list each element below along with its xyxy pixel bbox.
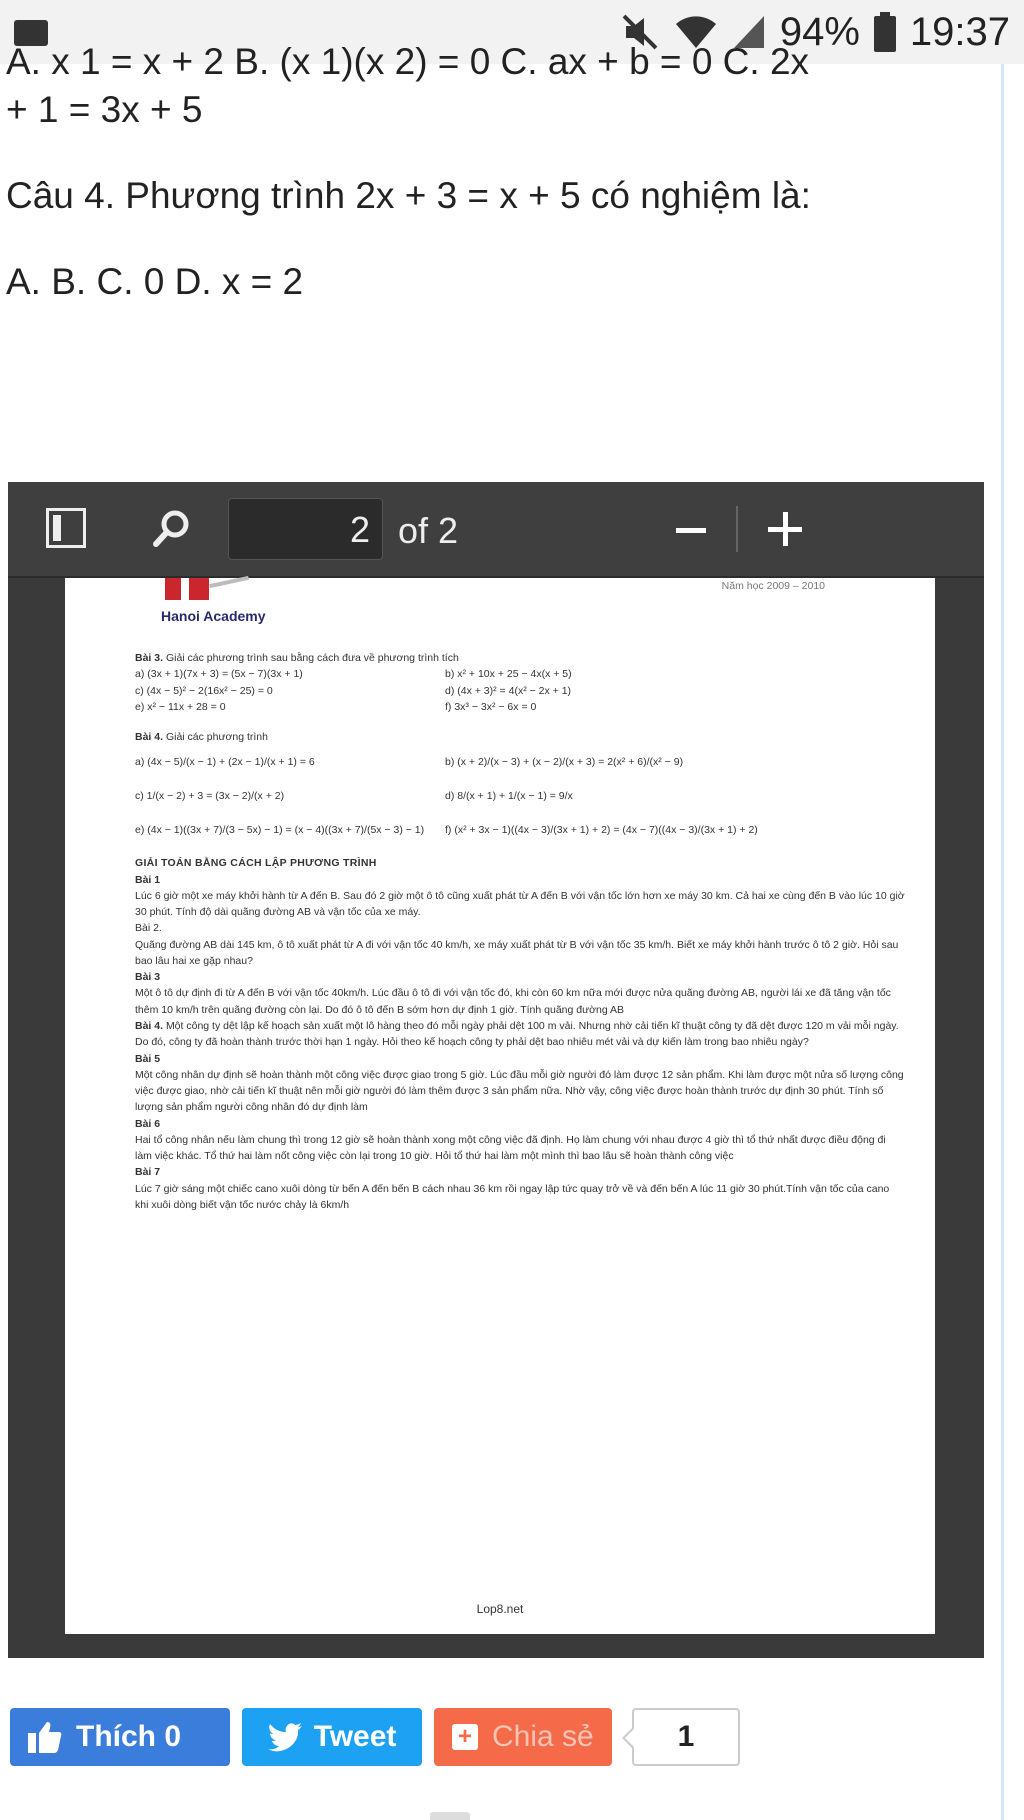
- plus-icon: +: [452, 1724, 478, 1750]
- equation: b) x² + 10x + 25 − 4x(x + 5): [445, 668, 572, 681]
- equation: d) 8/(x + 1) + 1/(x − 1) = 9/x: [445, 790, 573, 803]
- problem-title: Bài 2.: [135, 922, 162, 935]
- problem-title: Bài 4.: [135, 1019, 164, 1032]
- share-bar: [10, 1708, 740, 1766]
- section-title: GIẢI TOÁN BẰNG CÁCH LẬP PHƯƠNG TRÌNH: [135, 857, 377, 870]
- academy-name: Hanoi Academy: [161, 608, 266, 624]
- share-button[interactable]: [434, 1708, 612, 1766]
- twitter-bird-icon: [268, 1723, 302, 1751]
- battery-percent: 94%: [779, 9, 860, 54]
- problem-title: Bài 7: [135, 1166, 161, 1179]
- equation: e) x² − 11x + 28 = 0: [135, 700, 226, 713]
- search-icon[interactable]: [151, 508, 193, 550]
- tweet-label: Tweet: [313, 1720, 397, 1753]
- problem-title: Bài 5: [135, 1052, 161, 1065]
- exercise-text: Giải các phương trình sau bằng cách đưa về phương trình tích: [165, 652, 459, 664]
- like-button[interactable]: [10, 1708, 230, 1766]
- share-label: Chia sẻ: [492, 1720, 594, 1753]
- like-label: Thích 0: [76, 1720, 182, 1753]
- page-footer: Lop8.net: [476, 1602, 524, 1616]
- exercise-text: Giải các phương trình: [165, 731, 268, 744]
- equation: c) 1/(x − 2) + 3 = (3x − 2)/(x + 2): [135, 790, 285, 803]
- equation: f) 3x³ − 3x² − 6x = 0: [445, 700, 537, 713]
- answer-options: A. B. C. 0 D. x = 2: [6, 261, 304, 303]
- problem-text: Lúc 6 giờ một xe máy khởi hành từ A đến B. Sau đó 2 giờ một ô tô cũng xuất phát từ A đến B với vận tốc lớn hơn xe máy 30 km. Cả hai xe cùng đến B vào lúc 10 giờ 30 phút. Tính độ dài quãng đường AB và vận tốc của xe máy.: [135, 889, 905, 919]
- article-cut-line: A. x 1 = x + 2 B. (x 1)(x 2) = 0 C. ax + b = 0 C. 2x: [6, 41, 810, 82]
- problem-title: Bài 3: [135, 971, 161, 984]
- document-content: [135, 650, 905, 1213]
- academy-logo: [165, 578, 181, 600]
- academy-logo-swoosh: [209, 576, 249, 588]
- tweet-button[interactable]: [242, 1708, 422, 1766]
- share-count: 1: [632, 1708, 740, 1766]
- right-edge-line: [1001, 64, 1004, 1820]
- school-year: Năm học 2009 – 2010: [721, 580, 825, 592]
- pdf-page: [65, 578, 935, 1634]
- zoom-out-icon[interactable]: [676, 528, 706, 533]
- problem-text: Một công ty dệt lập kế hoạch sản xuất một lô hàng theo đó mỗi ngày phải dệt 100 m vải. Nhưng nhờ cải tiến kĩ thuật công ty đã dệt được 120 m vải mỗi ngày. Do đó, công ty đã hoàn thành trước thời hạn 1 ngày. Hỏi theo kế hoạch công ty phải dệt bao nhiêu mét vải và dự kiến làm trong bao nhiêu ngày?: [135, 1019, 899, 1049]
- problem-text: Hai tổ công nhân nếu làm chung thì trong 12 giờ sẽ hoàn thành xong một công việc đã định. Họ làm chung với nhau được 4 giờ thì tổ thứ nhất được điều động đi làm việc khác. Tổ thứ hai làm nốt công việc còn lại trong 10 giờ. Hỏi tổ thứ hai làm một mình thì bao lâu sẽ hoàn thành công việc: [135, 1133, 886, 1163]
- clock: 19:37: [909, 9, 1010, 54]
- sidebar-toggle-icon[interactable]: [46, 508, 86, 548]
- problem-title: Bài 1: [135, 873, 161, 886]
- academy-logo-part: [189, 578, 209, 600]
- bottom-handle: [430, 1812, 470, 1820]
- battery-icon: [874, 12, 896, 52]
- pdf-toolbar: [8, 482, 984, 578]
- equation: b) (x + 2)/(x − 3) + (x − 2)/(x + 3) = 2(x² + 6)/(x² − 9): [445, 756, 684, 769]
- equation: a) (3x + 1)(7x + 3) = (5x − 7)(3x + 1): [135, 668, 303, 681]
- equation: a) (4x − 5)/(x − 1) + (2x − 1)/(x + 1) = 6: [135, 756, 315, 769]
- problem-text: Một công nhân dự định sẽ hoàn thành một công việc được giao trong 5 giờ. Lúc đầu mỗi giờ người đó làm được 12 sản phẩm. Khi làm được một nửa số lượng công việc được giao, nhờ cải tiến kĩ thuật nên mỗi giờ người đó làm thêm được 3 sản phẩm nữa. Nhờ vậy, công việc được hoàn thành trước dự định 30 phút. Tính số lượng sản phẩm người công nhân đó dự định làm: [135, 1068, 904, 1114]
- equation: f) (x² + 3x − 1)((4x − 3)/(3x + 1) + 2) = (4x − 7)((4x − 3)/(3x + 1) + 2): [445, 824, 758, 837]
- problem-title: Bài 6: [135, 1117, 161, 1130]
- equation: e) (4x − 1)((3x + 7)/(3 − 5x) − 1) = (x − 4)((3x + 7)/(5x − 3) − 1): [135, 824, 425, 837]
- question-text: Câu 4. Phương trình 2x + 3 = x + 5 có nghiệm là:: [6, 175, 811, 217]
- equation: d) (4x + 3)² = 4(x² − 2x + 1): [445, 684, 572, 697]
- problem-text: Lúc 7 giờ sáng một chiếc cano xuôi dòng từ bến A đến bến B cách nhau 36 km rồi ngay lập tức quay trở về và đến bến A lúc 11 giờ 30 phút.Tính vận tốc của cano khi xuôi dòng biết vận tốc nước chảy là 6km/h: [135, 1182, 890, 1211]
- thumbs-up-icon: [28, 1721, 62, 1753]
- article-body: [0, 41, 1004, 306]
- equation: c) (4x − 5)² − 2(16x² − 25) = 0: [135, 684, 273, 697]
- problem-text: Quãng đường AB dài 145 km, ô tô xuất phát từ A đi với vận tốc 40 km/h, xe máy xuất phát từ B với vận tốc 35 km/h. Biết xe máy khởi hành trước ô tô 2 giờ. Hỏi sau bao lâu hai xe gặp nhau?: [135, 938, 899, 967]
- exercise-title: Bài 4.: [135, 731, 164, 744]
- page-total: of 2: [398, 510, 459, 551]
- exercise-title: Bài 3.: [135, 652, 164, 664]
- article-line: + 1 = 3x + 5: [6, 89, 203, 130]
- problem-text: Một ô tô dự định đi từ A đến B với vận tốc 40km/h. Lúc đầu ô tô đi với vận tốc đó, khi còn 60 km nữa mới được nửa quãng đường AB, người lái xe đã tăng vận tốc thêm 10 km/h trên quãng đường còn lại. Do đó ô tô đến B sớm hơn dự định 1 giờ. Tính quãng đường AB: [135, 987, 891, 1016]
- page-number-input[interactable]: 2: [228, 498, 383, 560]
- toolbar-separator: [736, 506, 738, 552]
- pdf-viewer[interactable]: [8, 482, 984, 1658]
- zoom-in-icon[interactable]: [768, 512, 802, 546]
